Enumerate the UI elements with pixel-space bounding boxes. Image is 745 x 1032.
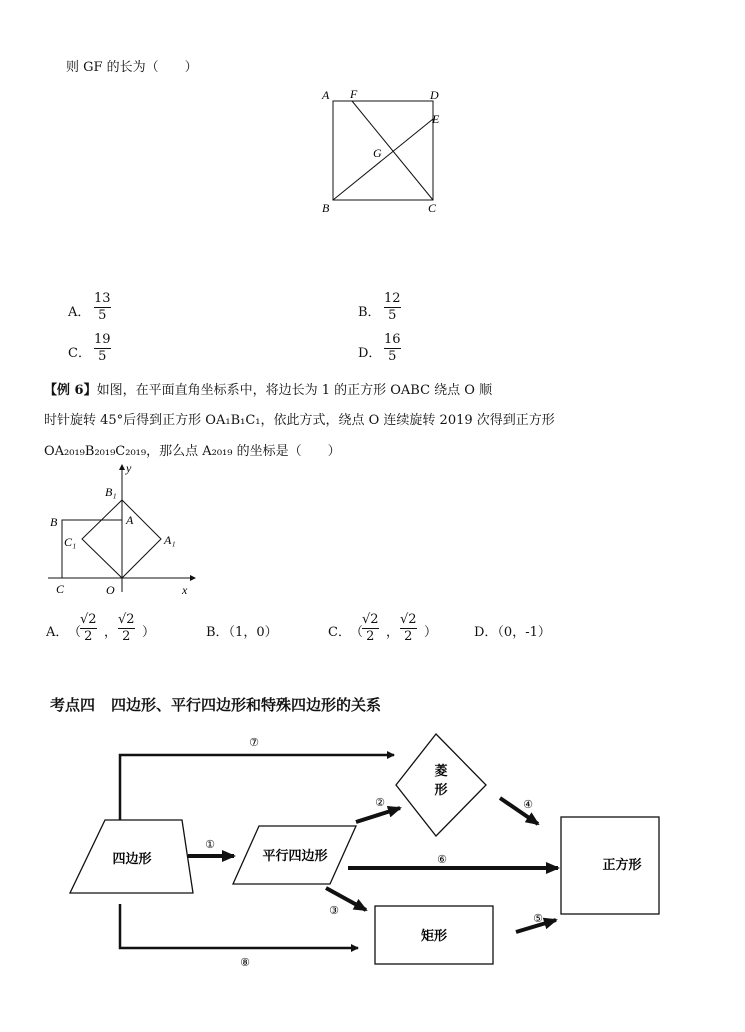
label-f: F	[350, 87, 358, 101]
question-stem: 则 GF 的长为（ ）	[66, 60, 198, 75]
label-x: x	[182, 583, 188, 597]
choice-c-num: 19	[94, 332, 111, 347]
rhombus-label-1: 菱	[434, 764, 448, 779]
arrow-4-label: ④	[523, 799, 533, 811]
label-b: B	[322, 201, 330, 215]
choice-c-fraction	[94, 332, 111, 365]
choice-b-letter: B．	[358, 305, 381, 320]
choice-d-fraction	[384, 332, 401, 365]
choice-a-letter: A．	[68, 305, 91, 320]
label-y: y	[126, 462, 132, 475]
label-a-2: A	[126, 513, 134, 527]
q2-choice-a-letter: A．	[46, 625, 69, 640]
q2-choice-b[interactable]: B．（1，0）	[206, 625, 278, 640]
example-6-line-1	[44, 379, 492, 398]
arrow-7	[120, 755, 394, 820]
choice-a-fraction	[94, 291, 111, 324]
q2-c-frac-2	[400, 612, 417, 645]
choice-a-num: 13	[94, 291, 111, 306]
q2-a-frac-1	[80, 612, 97, 645]
choice-b-num: 12	[384, 291, 401, 306]
q2-a-frac-2	[118, 612, 135, 645]
label-b-2: B	[50, 515, 58, 529]
section-title: 四边形、平行四边形和特殊四边形的关系	[111, 696, 382, 714]
label-c-2: C	[56, 582, 65, 596]
line-fc	[352, 101, 433, 200]
arrow-8-label: ⑧	[240, 957, 250, 969]
paren-right: ）	[424, 625, 438, 640]
relationship-diagram	[60, 728, 660, 978]
square-label: 正方形	[602, 858, 642, 873]
sqrt2: √2	[362, 612, 379, 627]
comma: ，	[104, 625, 118, 640]
choice-b-den: 5	[388, 308, 397, 323]
comma: ，	[386, 625, 400, 640]
choice-a-den: 5	[98, 308, 107, 323]
arrow-6-label: ⑥	[437, 854, 447, 866]
arrow-3-label: ③	[329, 905, 339, 917]
q2-c-frac-1	[362, 612, 379, 645]
choice-d-num: 16	[384, 332, 401, 347]
sqrt2: √2	[118, 612, 135, 627]
two: 2	[404, 629, 413, 644]
choice-c-den: 5	[98, 349, 107, 364]
sqrt2: √2	[80, 612, 97, 627]
choice-c-letter: C．	[68, 346, 91, 361]
arrow-5-label: ⑤	[533, 913, 543, 925]
arrow-8	[120, 904, 358, 948]
q2-choice-c-letter: C．	[328, 625, 351, 640]
label-a1: A₁	[164, 533, 176, 547]
arrow-1-label: ①	[205, 839, 215, 851]
arrow-2-label: ②	[375, 797, 385, 809]
section-code: 考点四	[50, 696, 96, 714]
q2-choice-d[interactable]: D．（0，-1）	[474, 625, 551, 640]
paren-left: （	[68, 625, 82, 640]
label-a: A	[322, 88, 330, 102]
rotation-figure	[40, 462, 200, 602]
example-6-line-2: 时针旋转 45°后得到正方形 OA₁B₁C₁，依此方式，绕点 O 连续旋转 2019 次得到正方形	[44, 413, 555, 428]
example-tag: 【例 6】	[44, 383, 97, 398]
label-g: G	[373, 146, 382, 160]
rhombus-label-2: 形	[434, 783, 448, 798]
label-d: D	[430, 88, 439, 102]
paren-right: ）	[142, 625, 156, 640]
square-figure	[310, 82, 460, 222]
choice-b-fraction	[384, 291, 401, 324]
label-o: O	[106, 583, 115, 597]
choice-d-den: 5	[388, 349, 397, 364]
line-be	[333, 119, 433, 200]
section-heading	[50, 694, 381, 715]
quad-label: 四边形	[112, 852, 152, 867]
example-6-line-3: OA₂₀₁₉B₂₀₁₉C₂₀₁₉，那么点 A₂₀₁₉ 的坐标是（ ）	[44, 444, 341, 459]
label-c1: C₁	[64, 535, 77, 549]
label-e: E	[432, 112, 440, 126]
sqrt2: √2	[400, 612, 417, 627]
paren-left: （	[350, 625, 364, 640]
two: 2	[84, 629, 93, 644]
parallelogram-label: 平行四边形	[262, 849, 328, 864]
choice-d-letter: D．	[358, 346, 382, 361]
two: 2	[122, 629, 131, 644]
arrow-7-label: ⑦	[249, 737, 259, 749]
rectangle-label: 矩形	[420, 929, 448, 944]
label-b1: B₁	[105, 485, 117, 499]
two: 2	[366, 629, 375, 644]
example-line1-text: 如图，在平面直角坐标系中，将边长为 1 的正方形 OABC 绕点 O 顺	[96, 383, 493, 398]
label-c: C	[428, 201, 437, 215]
arrow-2	[356, 808, 400, 822]
